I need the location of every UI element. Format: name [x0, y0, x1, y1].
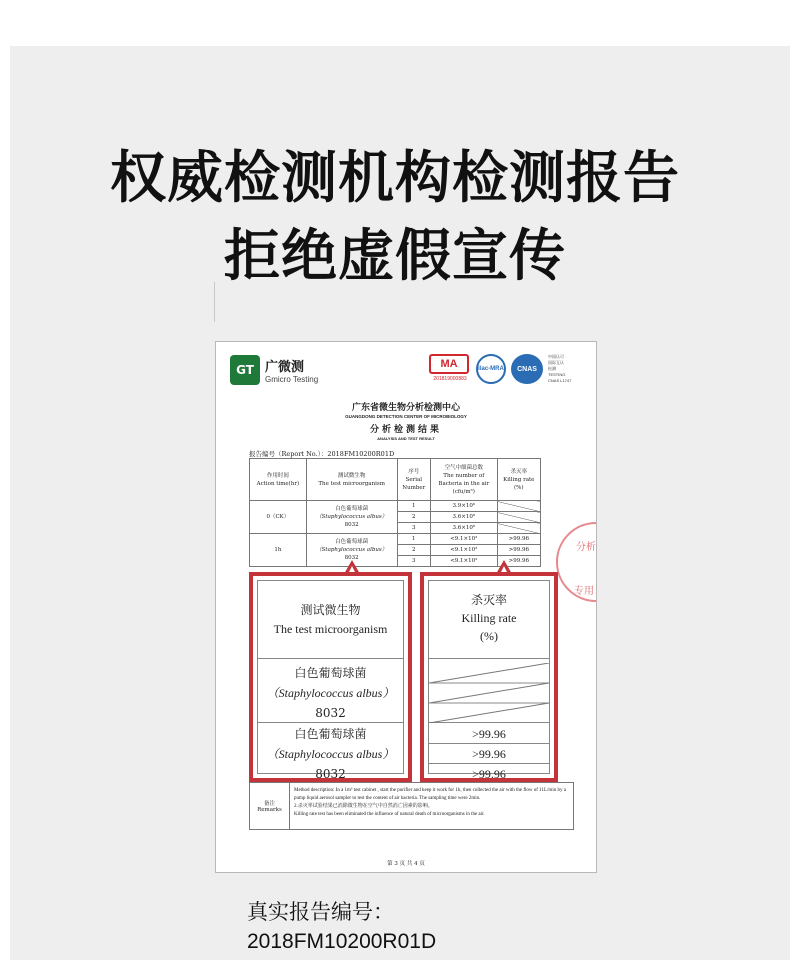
table-row: 2 <9.1×10² >99.96: [250, 545, 541, 556]
zoom-right-header: 杀灭率 Killing rate (%): [429, 581, 549, 659]
table-header-row: [250, 459, 541, 501]
table-row: 2 3.6×10⁶: [250, 512, 541, 523]
cnas-icon: CNAS: [511, 354, 543, 384]
ilac-mra-icon: ilac-MRA: [476, 354, 506, 384]
zoom-right-row: >99.96: [429, 744, 549, 764]
report-number: 报告编号（Report No.）：2018FM10200R01D: [249, 450, 395, 458]
headline-line2: 拒绝虚假宣传: [224, 224, 566, 289]
logo-name-en: Gmicro Testing: [265, 375, 319, 384]
stamp-text-top: 分析: [576, 542, 596, 553]
report-center-title-en: GUANGDONG DETECTION CENTER OF MICROBIOLOGY: [345, 414, 467, 419]
table-row: 3 <9.1×10² >99.96: [250, 556, 541, 567]
header-serial: 序号 Serial Number: [397, 459, 430, 501]
zoom-callout-killing-rate: [420, 572, 558, 782]
certification-marks: [429, 354, 584, 384]
header-organism: 测试微生物 The test microorganism: [306, 459, 397, 501]
cnas-text: 中国认可 国际互认 检测 TESTING CNAS L1747: [548, 354, 572, 383]
results-table: [249, 458, 541, 567]
table-row: 1h 白色葡萄球菌 （Staphylococcus albus） 8032 1 <9.1×10² >99.96: [250, 534, 541, 545]
gmicro-logo: [230, 355, 318, 385]
zoom-callout-organism: [249, 572, 412, 782]
header-killing: 杀灭率 Killing rate (%): [497, 459, 540, 501]
zoom-right-row: >99.96: [429, 724, 549, 744]
gmicro-logo-icon: GT: [230, 355, 260, 385]
diagonal-lines-icon: [429, 663, 549, 723]
zoom-left-header: 测试微生物 The test microorganism: [258, 581, 403, 659]
zoom-right-values: [429, 724, 549, 784]
cma-number: 201819000883: [433, 376, 467, 382]
zoom-left-block-2: 白色葡萄球菌 （Staphylococcus albus） 8032: [266, 727, 395, 781]
report-result-title-en: ANALYSIS AND TEST RESULT: [377, 436, 435, 441]
logo-name-cn: 广微测: [265, 360, 305, 375]
zoom-left-block-1: 白色葡萄球菌 （Staphylococcus albus） 8032: [258, 663, 403, 723]
table-row: 0（CK） 白色葡萄球菌 （Staphylococcus albus） 8032 1 3.9×10⁶: [250, 501, 541, 512]
cma-mark-icon: MA 201819000883: [429, 354, 471, 382]
report-center-title: 广东省微生物分析检测中心: [351, 403, 460, 413]
divider-line: [214, 282, 215, 322]
zoom-right-empty-cells: [429, 663, 549, 723]
header-time: 作用时间 Action time(hr): [250, 459, 307, 501]
report-number-value: 2018FM10200R01D: [247, 930, 437, 953]
report-result-title: 分析检测结果: [369, 425, 442, 435]
zoom-right-row: >99.96: [472, 767, 506, 781]
remarks-box: [249, 782, 574, 830]
header-bacteria: 空气中细菌总数 The number of Bacteria in the air (cfu/m³): [431, 459, 498, 501]
headline-line1: 权威检测机构检测报告: [110, 146, 680, 211]
page-number: 第 3 页 共 4 页: [387, 861, 425, 867]
remarks-text: Method description: In a 1m³ test cabinet , start the purifier and keep it work for 1h, then collected the air with the flow of 11L/min by a pump liquid aerosol sampler to test the content of air bacteria. The sampling time were 2min. 2.杀灭率试验结果已消除微生物在空气中自然消亡因素的影响。 Killing rate test has been eliminated the influence of natural death of microorganisms in the air.: [294, 788, 566, 817]
stamp-text-bottom: 专用: [574, 586, 594, 597]
report-number-label: 真实报告编号：: [247, 900, 394, 924]
table-row: 3 3.6×10⁶: [250, 523, 541, 534]
remarks-label: 备注 Remarks: [250, 783, 290, 829]
